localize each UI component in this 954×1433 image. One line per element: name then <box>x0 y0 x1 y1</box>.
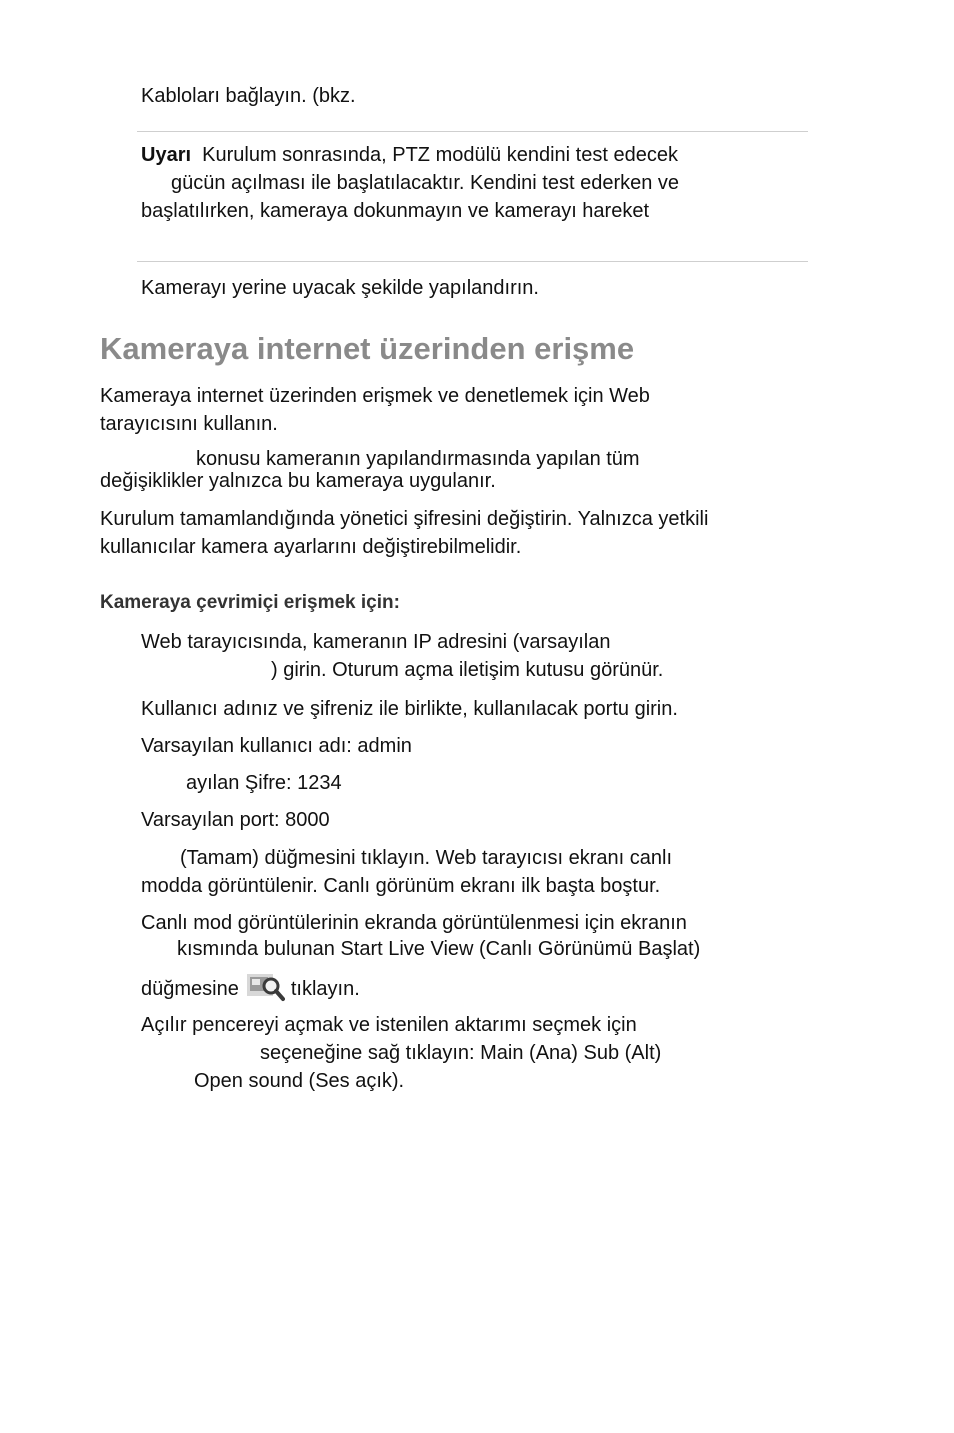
warning-bottom-rule <box>137 261 808 262</box>
section-heading: Kameraya internet üzerinden erişme <box>100 331 635 366</box>
password-advice-line-1: Kurulum tamamlandığında yönetici şifresini değiştirin. Yalnızca yetkili <box>100 508 709 530</box>
step-2: Kullanıcı adınız ve şifreniz ile birlikte, kullanılacak portu girin. <box>141 698 678 720</box>
warning-line-2: gücün açılması ile başlatılacaktır. Kendini test ederken ve <box>171 172 680 194</box>
warning-top-rule <box>137 131 808 132</box>
step-5-line-1: Açılır pencereyi açmak ve istenilen aktarımı seçmek için <box>141 1014 637 1036</box>
warning-text-1: Kurulum sonrasında, PTZ modülü kendini test edecek <box>202 144 678 166</box>
step-configure-camera: Kamerayı yerine uyacak şekilde yapılandırın. <box>141 277 539 299</box>
procedure-heading: Kameraya çevrimiçi erişmek için: <box>100 592 400 613</box>
intro-line-2: tarayıcısını kullanın. <box>100 413 278 435</box>
step-4-line-3 <box>141 972 360 1003</box>
note-line-2: değişiklikler yalnızca bu kameraya uygulanır. <box>100 470 496 492</box>
step-connect-cables: Kabloları bağlayın. (bkz. <box>141 85 356 107</box>
step-1-line-1: Web tarayıcısında, kameranın IP adresini (varsayılan <box>141 631 611 653</box>
warning-line-1 <box>141 141 678 169</box>
step-3-line-2: modda görüntülenir. Canlı görünüm ekranı ilk başta boştur. <box>141 875 661 897</box>
step-4-line-1: Canlı mod görüntülerinin ekranda görüntülenmesi için ekranın <box>141 912 687 934</box>
step-5-line-3: Open sound (Ses açık). <box>194 1070 405 1092</box>
step-4-button-text: düğmesine <box>141 978 239 1000</box>
step-3-line-1: (Tamam) düğmesini tıklayın. Web tarayıcısı ekranı canlı <box>180 847 673 869</box>
step-5-line-2: seçeneğine sağ tıklayın: Main (Ana) Sub (Alt) <box>260 1042 662 1064</box>
intro-line-1: Kameraya internet üzerinden erişmek ve denetlemek için Web <box>100 385 650 407</box>
live-view-magnifier-icon <box>247 972 285 1002</box>
step-4-line-2: kısmında bulunan Start Live View (Canlı Görünümü Başlat) <box>177 938 701 960</box>
default-password: ayılan Şifre: 1234 <box>186 772 342 794</box>
default-username: Varsayılan kullanıcı adı: admin <box>141 735 412 757</box>
note-line-1: konusu kameranın yapılandırmasında yapılan tüm <box>196 448 640 470</box>
warning-line-3: başlatılırken, kameraya dokunmayın ve kamerayı hareket <box>141 200 650 222</box>
password-advice-line-2: kullanıcılar kamera ayarlarını değiştirebilmelidir. <box>100 536 522 558</box>
default-port: Varsayılan port: 8000 <box>141 809 330 831</box>
step-1-line-2: ) girin. Oturum açma iletişim kutusu görünür. <box>271 659 664 681</box>
step-4-click-text: tıklayın. <box>290 978 360 1000</box>
warning-label: Uyarı <box>141 144 192 166</box>
